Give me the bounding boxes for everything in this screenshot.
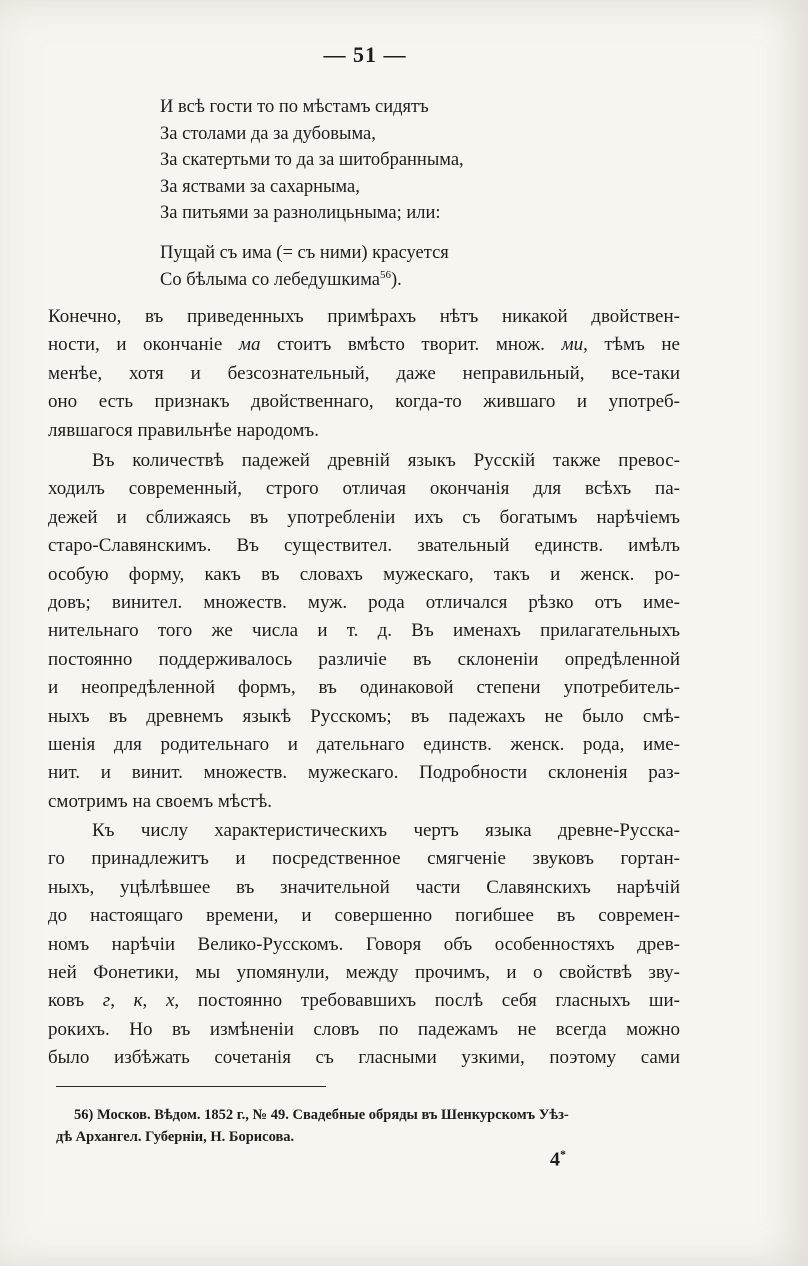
paragraph-2 [48, 447, 680, 816]
footnote-reference: 56 [380, 268, 392, 281]
text-line: до настоящаго времени, и совершенно погибшее въ современ- [48, 905, 680, 927]
signature-asterisk: * [560, 1147, 566, 1161]
text-line: номъ нарѣчіи Велико-Русскомъ. Говоря объ особенностяхъ древ- [48, 933, 680, 955]
verse-line: За столами да за дубовыма, [160, 123, 376, 144]
verse-line: За яствами за сахарныма, [160, 176, 360, 197]
text-line: лявшагося правильнѣе народомъ. [48, 419, 319, 441]
text-line: менѣе, хотя и безсознательный, даже неправильный, все-таки [48, 362, 680, 384]
text-line: Къ числу характеристическихъ чертъ языка древне-Русска- [92, 820, 680, 841]
text-line: шенія для родительнаго и дательнаго единств. женск. рода, име- [48, 734, 680, 756]
italic-letter-k: к [133, 990, 143, 1012]
text-line: постоянно поддерживалось различіе въ склоненіи опредѣленной [48, 648, 680, 670]
text-line: и неопредѣленной формъ, въ одинаковой степени употребитель- [48, 677, 680, 699]
footnote-line: дѣ Архангел. Губерніи, Н. Борисова. [56, 1129, 295, 1145]
verse-line-text: Со бѣлыма со лебедушкима [160, 269, 381, 290]
text-line: рокихъ. Но въ измѣненіи словъ по падежамъ не всегда можно [48, 1018, 680, 1040]
text-line: ходилъ современный, строго отличая окончанія для всѣхъ па- [48, 478, 680, 500]
text-line: Конечно, въ приведенныхъ примѣрахъ нѣтъ никакой двойствен- [48, 306, 680, 327]
italic-letter-g: г [102, 990, 111, 1012]
text-line: нительнаго того же числа и т. д. Въ именахъ прилагательныхъ [48, 620, 680, 642]
footnote-line: 56) Москов. Вѣдом. 1852 г., № 49. Свадебные обряды въ Шенкурскомъ Уѣз- [74, 1107, 569, 1123]
footnote [56, 1104, 676, 1148]
text-line: ныхъ, уцѣлѣвшее въ значительной части Славянскихъ нарѣчій [48, 876, 680, 898]
verse-line: И всѣ гости то по мѣстамъ сидятъ [160, 97, 429, 117]
text-line: довъ; винител. множеств. муж. рода отличался рѣзко отъ име- [48, 592, 680, 614]
verse-block-2 [160, 240, 449, 293]
text-line: ковъ г, к, х, постоянно требовавшихъ послѣ себя гласныхъ ши- [48, 990, 680, 1012]
text-line: ней Фонетики, мы упомянули, между прочимъ, и о свойствѣ зву- [48, 962, 680, 984]
text-line: особую форму, какъ въ словахъ мужескаго, такъ и женск. ро- [48, 563, 680, 585]
text-line: старо-Славянскимъ. Въ существител. звательный единств. имѣлъ [48, 535, 680, 557]
verse-line: За питьями за разнолицьныма; или: [160, 203, 441, 223]
text-line: смотримъ на своемъ мѣстѣ. [48, 790, 273, 812]
signature-number: 4 [550, 1148, 560, 1171]
paragraph-3 [48, 817, 680, 1073]
text-line: Въ количествѣ падежей древній языкъ Русскій также превос- [92, 450, 680, 471]
text-line: го принадлежитъ и посредственное смягченіе звуковъ гортан- [48, 848, 680, 870]
text-line: дежей и сближаясь въ употребленіи ихъ съ богатымъ нарѣчіемъ [48, 506, 680, 528]
text-line: оно есть признакъ двойственнаго, когда-то жившаго и употреб- [48, 391, 680, 413]
verse-line [160, 267, 449, 294]
footnote-divider [56, 1086, 326, 1087]
italic-ending-mi: ми [561, 334, 584, 356]
text-line: ныхъ въ древнемъ языкѣ Русскомъ; въ падежахъ не было смѣ- [48, 705, 680, 727]
verse-line: За скатертьми то да за шитобранныма, [160, 150, 464, 170]
page-number: — 51 — [323, 42, 407, 67]
text-line: ности, и окончаніе ма стоитъ вмѣсто творит. множ. ми, тѣмъ не [48, 334, 680, 356]
paragraph-1 [48, 303, 680, 445]
verse-line: Пущай съ има (= съ ними) красуется [160, 243, 449, 263]
italic-ending-ma: ма [238, 334, 261, 356]
text-line: было избѣжать сочетанія съ гласными узкими, поэтому сами [48, 1047, 680, 1069]
text-line: нит. и винит. множеств. мужескаго. Подробности склоненія раз- [48, 762, 680, 784]
verse-block-1 [160, 94, 464, 227]
verse-line-end: ). [391, 269, 402, 290]
italic-letter-x: х [165, 990, 175, 1012]
signature-mark [550, 1147, 566, 1172]
